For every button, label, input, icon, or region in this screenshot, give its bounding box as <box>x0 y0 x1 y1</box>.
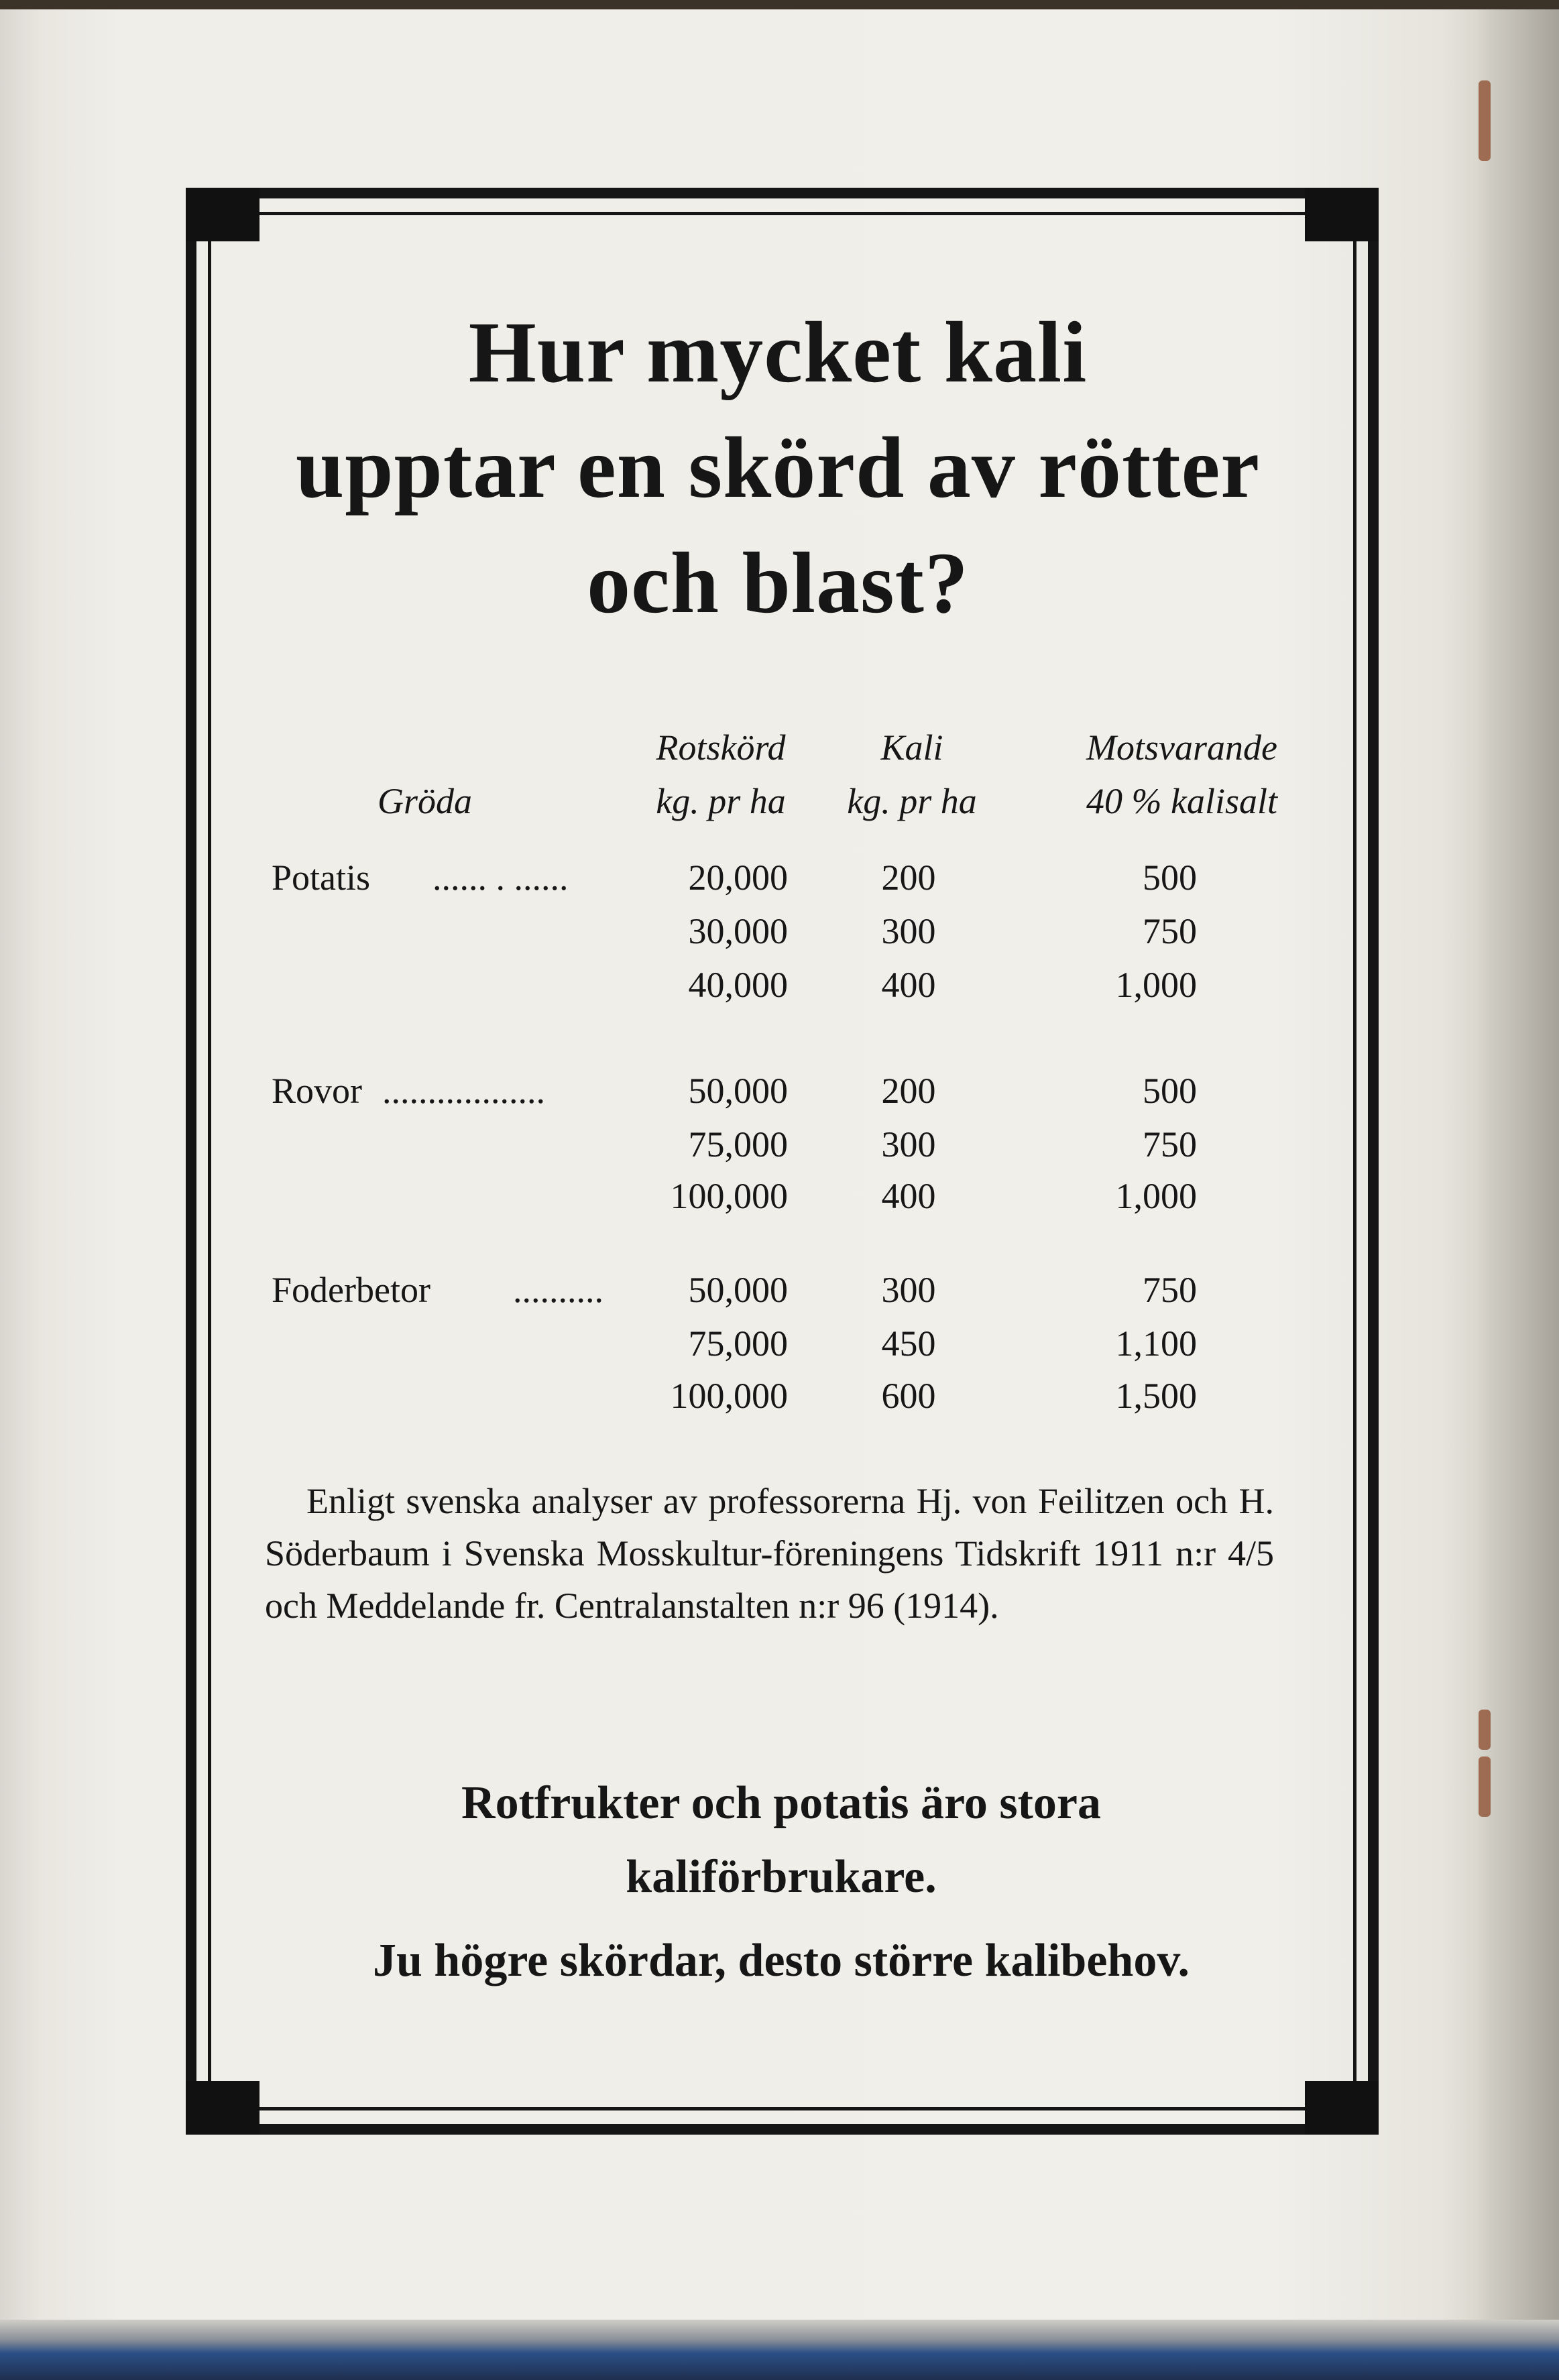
yield-value: 20,000 <box>688 857 788 898</box>
yield-value: 100,000 <box>670 1176 788 1216</box>
crop-name: Potatis <box>272 857 371 898</box>
kalisalt-value: 1,000 <box>1115 1176 1197 1216</box>
kali-value: 300 <box>881 1270 936 1310</box>
yield-value: 50,000 <box>688 1071 788 1111</box>
kali-value: 450 <box>881 1323 936 1364</box>
slogan-line-1: Rotfrukter och potatis äro stora <box>461 1777 1101 1829</box>
yield-value: 75,000 <box>688 1323 788 1364</box>
header-kali-top: Kali <box>880 727 943 768</box>
kalisalt-value: 500 <box>1143 1071 1197 1111</box>
page-bottom-edge <box>0 2320 1559 2380</box>
leader-dots: .......... <box>513 1270 603 1310</box>
yield-value: 30,000 <box>688 911 788 951</box>
heading-line-2: upptar en skörd av rötter <box>295 420 1261 516</box>
table-row <box>265 1317 1297 1370</box>
yield-value: 75,000 <box>688 1124 788 1165</box>
kalisalt-value: 1,500 <box>1115 1376 1197 1416</box>
kali-value: 200 <box>881 1071 936 1111</box>
table-row <box>265 851 1297 904</box>
kalisalt-value: 1,100 <box>1115 1323 1197 1364</box>
table-row <box>265 1170 1297 1222</box>
frame-corner <box>186 2081 259 2135</box>
leader-dots: .................. <box>382 1071 545 1111</box>
header-salt-bottom: 40 % kalisalt <box>1086 781 1277 821</box>
table-row <box>265 959 1297 1011</box>
kali-value: 300 <box>881 1124 936 1165</box>
kalisalt-value: 750 <box>1143 1270 1197 1310</box>
kalisalt-value: 750 <box>1143 911 1197 951</box>
header-kali-bottom: kg. pr ha <box>847 781 977 821</box>
heading-line-1: Hur mycket kali <box>468 304 1088 401</box>
kali-value: 600 <box>881 1376 936 1416</box>
kali-value: 200 <box>881 857 936 898</box>
table-row <box>265 1065 1297 1117</box>
kalisalt-value: 750 <box>1143 1124 1197 1165</box>
crop-name: Rovor <box>272 1071 362 1111</box>
page-fold-shadow <box>1475 9 1559 2320</box>
frame-corner <box>1305 188 1379 241</box>
slogan-line-3: Ju högre skördar, desto större kalibehov. <box>373 1935 1190 1986</box>
page-top-edge <box>0 0 1559 9</box>
kalisalt-value: 1,000 <box>1115 965 1197 1005</box>
rust-stain <box>1479 80 1491 161</box>
yield-value: 50,000 <box>688 1270 788 1310</box>
source-note: Enligt svenska analyser av professorerna Hj. von Feilitzen och H. Söderbaum i Svenska Mosskultur-föreningens Tidskrift 1911 n:r 4/5 och Meddelande fr. Centralanstalten n:r 96 (1914). <box>265 1481 1274 1626</box>
ad-heading <box>262 295 1294 641</box>
table-row <box>265 905 1297 957</box>
heading-line-3: och blast? <box>587 535 969 632</box>
header-yield-top: Rotskörd <box>656 727 786 768</box>
rust-stain <box>1479 1710 1491 1750</box>
table-row <box>265 1370 1297 1422</box>
header-salt-top: Motsvarande <box>1086 727 1277 768</box>
header-crop: Gröda <box>378 781 473 821</box>
frame-corner <box>186 188 259 241</box>
yield-value: 40,000 <box>688 965 788 1005</box>
crop-name: Foderbetor <box>272 1270 430 1310</box>
table-row <box>265 1118 1297 1171</box>
slogan-line-2: kaliförbrukare. <box>626 1851 937 1903</box>
kali-value: 300 <box>881 911 936 951</box>
kalisalt-value: 500 <box>1143 857 1197 898</box>
kali-value: 400 <box>881 965 936 1005</box>
frame-corner <box>1305 2081 1379 2135</box>
yield-value: 100,000 <box>670 1376 788 1416</box>
header-yield-bottom: kg. pr ha <box>656 781 786 821</box>
rust-stain <box>1479 1757 1491 1817</box>
leader-dots: ...... . ...... <box>432 857 569 898</box>
table-row <box>265 1264 1297 1316</box>
kali-value: 400 <box>881 1176 936 1216</box>
ad-heading-block <box>262 295 1294 641</box>
